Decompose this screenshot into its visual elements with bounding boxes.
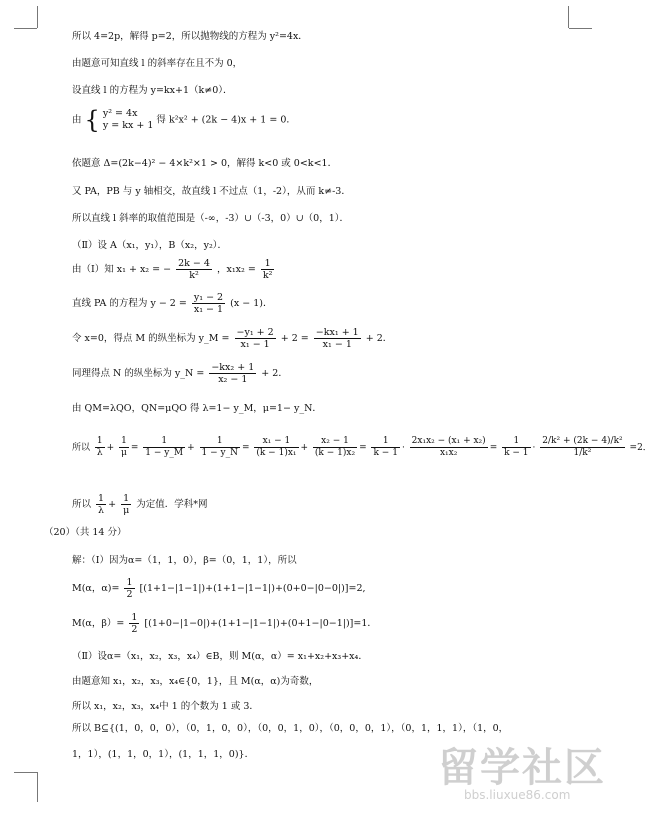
text-line: 所以 4=2p，解得 p=2，所以抛物线的方程为 y²=4x． bbox=[72, 31, 308, 42]
formula-line bbox=[72, 362, 288, 385]
numerator: 1 bbox=[261, 258, 275, 270]
fraction bbox=[95, 436, 105, 459]
numerator: 1 bbox=[371, 436, 399, 448]
numerator: 1 bbox=[131, 612, 138, 623]
numerator: −kx₁ + 1 bbox=[315, 327, 359, 338]
fraction bbox=[261, 258, 275, 281]
fraction bbox=[176, 258, 212, 281]
fraction bbox=[96, 493, 106, 516]
numerator: 2x₁x₂ − (x₁ + x₂) bbox=[411, 436, 486, 446]
numerator: 1 bbox=[502, 436, 530, 448]
section-heading: （20）（共 14 分） bbox=[44, 527, 127, 538]
text-line: 又 PA，PB 与 y 轴相交，故直线 l 不过点（1，-2），从而 k≠-3． bbox=[72, 186, 351, 197]
text: + 2． bbox=[365, 333, 393, 344]
numerator: 1 bbox=[96, 436, 103, 446]
denominator: 2 bbox=[131, 624, 138, 635]
fraction bbox=[235, 327, 276, 350]
text-line: （Ⅱ）设 A（x₁，y₁），B（x₂，y₂）． bbox=[72, 240, 228, 251]
numerator: 1 bbox=[143, 436, 185, 448]
equation: y² = 4x bbox=[102, 108, 138, 119]
brace-icon: { bbox=[84, 106, 100, 134]
text: M(α，β）= bbox=[72, 618, 125, 629]
denominator: 1 − y_M bbox=[145, 448, 184, 458]
formula-line bbox=[72, 292, 272, 315]
text-line: 解：（Ⅰ）因为α=（1，1，0），β=（0，1，1），所以 bbox=[72, 555, 297, 566]
text: [(1+0−|1−0|)+(1+1−|1−1|)+(0+1−|0−1|)]=1． bbox=[144, 618, 377, 629]
text: 同理得点 N 的纵坐标为 y_N = bbox=[72, 368, 205, 379]
text-line: 设直线 l 的方程为 y=kx+1（k≠0）． bbox=[72, 85, 233, 96]
fraction bbox=[200, 436, 240, 459]
text-line: （Ⅱ）设α=（x₁，x₂，x₃，x₄）∈B，则 M(α，α）= x₁+x₂+x₃+x₄． bbox=[72, 651, 368, 662]
denominator: (k − 1)x₂ bbox=[314, 448, 356, 458]
numerator: 1 bbox=[126, 577, 133, 588]
text-line: 所以直线 l 斜率的取值范围是（-∞，-3）∪（-3，0）∪（0，1）． bbox=[72, 213, 350, 224]
fraction bbox=[121, 493, 131, 516]
denominator: (k − 1)x₁ bbox=[256, 448, 297, 458]
fraction bbox=[410, 436, 488, 459]
numerator: 2/k² + (2k − 4)/k² bbox=[542, 436, 623, 446]
equation: y = kx + 1 bbox=[102, 120, 154, 131]
fraction bbox=[143, 436, 185, 459]
fraction bbox=[209, 362, 256, 385]
text: =2． bbox=[629, 443, 652, 453]
denominator: λ bbox=[96, 448, 103, 458]
numerator: 1 bbox=[121, 493, 131, 505]
fraction bbox=[502, 436, 530, 459]
denominator: k² bbox=[189, 270, 199, 281]
denominator: k − 1 bbox=[504, 448, 529, 458]
denominator: x₁x₂ bbox=[439, 448, 458, 458]
fraction bbox=[119, 436, 129, 459]
denominator: 1/k² bbox=[573, 448, 592, 458]
numerator: x₂ − 1 bbox=[313, 436, 357, 448]
text-line: 由题意可知直线 l 的斜率存在且不为 0， bbox=[72, 58, 243, 69]
numerator: 1 bbox=[119, 436, 129, 448]
text-line: 由 QM=λQO，QN=μQO 得 λ=1− y_M，μ=1− y_N． bbox=[72, 403, 322, 414]
text: 令 x=0，得点 M 的纵坐标为 y_M = bbox=[72, 333, 230, 344]
numerator: −kx₂ + 1 bbox=[211, 362, 255, 373]
text: 所以 bbox=[72, 499, 92, 510]
denominator: x₁ − 1 bbox=[193, 304, 224, 315]
formula-line bbox=[72, 577, 366, 600]
denominator: x₂ − 1 bbox=[218, 374, 248, 385]
crop-mark-bottom-left-h bbox=[14, 772, 37, 773]
text: 由（Ⅰ）知 x₁ + x₂ = − bbox=[72, 264, 172, 275]
text: 由 bbox=[72, 114, 82, 126]
crop-mark-bottom-left-v bbox=[37, 772, 38, 802]
watermark-logo bbox=[438, 736, 606, 810]
denominator: k² bbox=[262, 270, 273, 281]
numerator: 1 bbox=[200, 436, 240, 448]
denominator: μ bbox=[121, 448, 127, 458]
fraction bbox=[314, 327, 361, 350]
fraction bbox=[313, 436, 357, 459]
fraction bbox=[124, 577, 134, 600]
watermark-title: 留学社区 bbox=[438, 745, 606, 791]
text: ，x₁x₂ = bbox=[217, 264, 256, 275]
formula-line bbox=[72, 612, 377, 635]
denominator: 1 − y_N bbox=[201, 448, 238, 458]
text: 直线 PA 的方程为 y − 2 = bbox=[72, 298, 187, 309]
text: + 2 = bbox=[280, 333, 309, 344]
numerator: 1 bbox=[98, 493, 105, 504]
fraction bbox=[371, 436, 399, 459]
numerator: −y₁ + 2 bbox=[236, 327, 274, 338]
fraction bbox=[192, 292, 225, 315]
denominator: x₁ − 1 bbox=[322, 339, 352, 350]
crop-mark-top-left-h bbox=[14, 28, 37, 29]
watermark-url: bbs.liuxue86.com bbox=[464, 788, 571, 802]
denominator: μ bbox=[123, 505, 130, 516]
crop-mark-top-right-h bbox=[569, 28, 592, 29]
formula-line bbox=[72, 327, 392, 350]
text-line: 所以 B⊆{(1，0，0，0），（0，1，0，0），（0，0，1，0），（0，0，0，1），（0，1，1，1），（1，0， bbox=[72, 723, 509, 734]
text: M(α，α)= bbox=[72, 583, 120, 594]
crop-mark-top-left-v bbox=[37, 6, 38, 28]
formula-line bbox=[72, 258, 276, 281]
denominator: λ bbox=[98, 505, 105, 516]
numerator: x₁ − 1 bbox=[254, 436, 298, 448]
text: [(1+1−|1−1|)+(1+1−|1−1|)+(0+0−|0−0|)]=2, bbox=[139, 583, 366, 594]
denominator: 2 bbox=[126, 589, 133, 600]
equation-system bbox=[103, 108, 154, 132]
numerator: y₁ − 2 bbox=[193, 292, 224, 303]
fraction bbox=[129, 612, 139, 635]
text: + 2． bbox=[261, 368, 288, 379]
text-line: 所以 x₁，x₂，x₃，x₄中 1 的个数为 1 或 3． bbox=[72, 701, 259, 712]
numerator: 2k − 4 bbox=[178, 258, 210, 269]
equation-system-line bbox=[72, 108, 296, 132]
denominator: k − 1 bbox=[373, 448, 398, 458]
formula-line: 所以 $\frac{1}{\lambda}$ + $\frac{1}{\mu}$ 为定值．学科*网 bbox=[72, 493, 208, 516]
text: (x − 1)． bbox=[230, 298, 273, 309]
text: 得 k²x² + (2k − 4)x + 1 = 0． bbox=[156, 114, 296, 126]
fraction bbox=[254, 436, 298, 459]
text: 所以 bbox=[72, 443, 91, 453]
text-line: 1，1），(1，1，0，1），(1，1，1，0)}． bbox=[72, 749, 255, 760]
formula-line: 所以 $\frac{1}{\lambda}$ + $\frac{1}{\mu}$ = $\frac{1}{1 - y\_M}$ + $\frac{1}{1 - y\_N}$ = $\frac{\text{x₁ − 1}}{\text{(k − 1)x₁}}$ + $\frac{\text{x₂ − 1}}{\text{(k − 1)x₂}}$ = $\frac{1}{k - 1}$ · $\frac{\text{2x₁x₂ − (x₁ + x₂)}}{\text{x₁x₂}}$ = $\frac{1}{k - 1}$ · $\frac{\text{2/k² + (2k − 4)/k²}}{\text{1/k²}}$ =2． bbox=[72, 436, 652, 458]
text-line: 依题意 Δ=(2k−4)² − 4×k²×1 > 0，解得 k<0 或 0<k<1． bbox=[72, 158, 338, 169]
crop-mark-top-right-v bbox=[568, 6, 569, 28]
text: 为定值．学科*网 bbox=[136, 499, 208, 510]
denominator: x₁ − 1 bbox=[240, 339, 270, 350]
text-line: 由题意知 x₁，x₂，x₃，x₄∈{0，1}，且 M(α，α)为奇数， bbox=[72, 676, 319, 687]
fraction bbox=[540, 436, 624, 459]
